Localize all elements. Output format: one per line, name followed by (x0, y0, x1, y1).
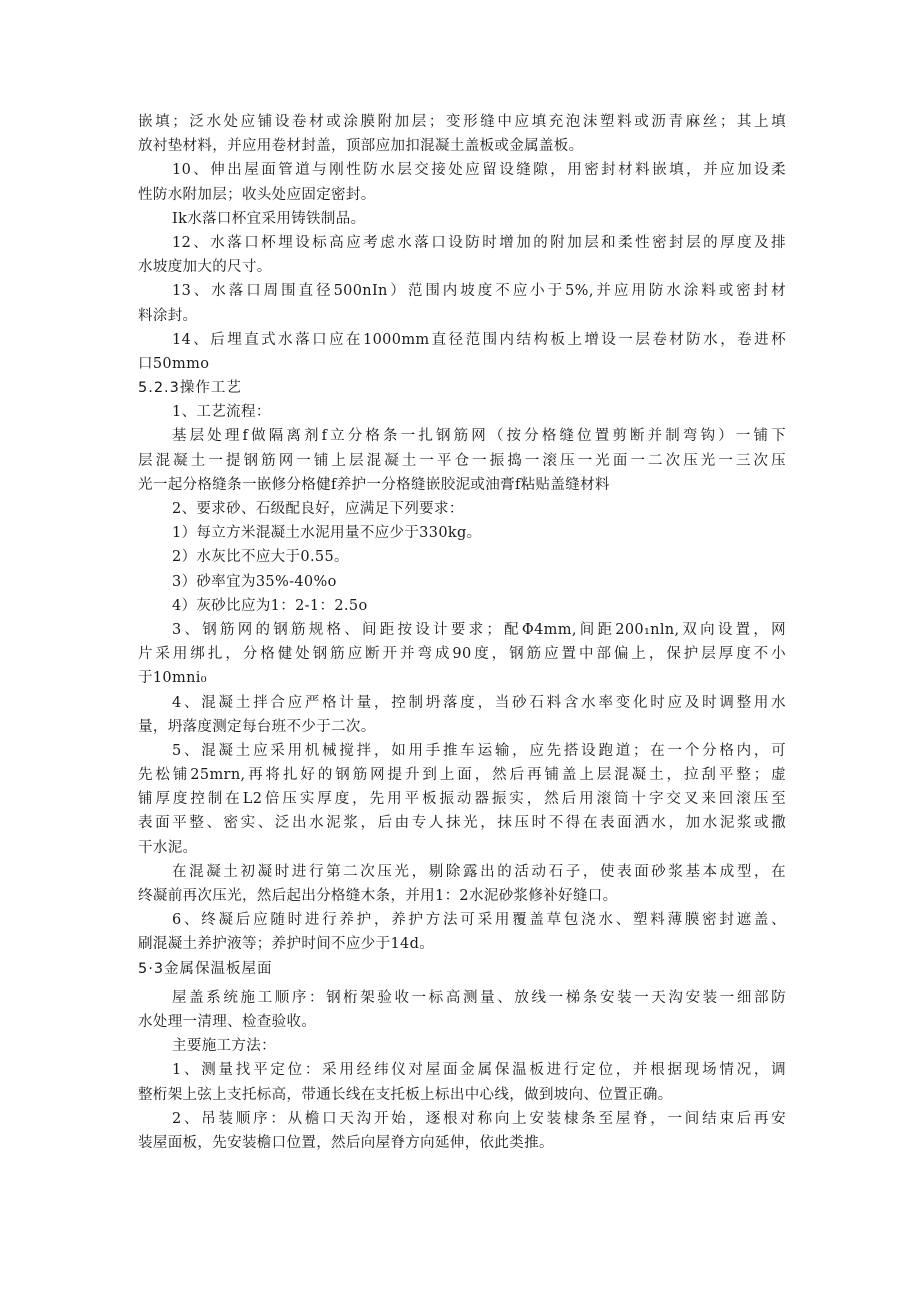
list-item: 2）水灰比不应大于0.55。 (172, 549, 349, 566)
paragraph-line: 5、混凝土应采用机械搅拌，如用手推车运输，应先搭设跑道；在一个分格内，可 (172, 742, 786, 759)
list-item: 3）砂率宜为35%-40%o (172, 573, 337, 590)
paragraph-line: 干水泥。 (138, 839, 198, 856)
paragraph-line: 口50mmo (138, 355, 210, 372)
paragraph-line: 终凝前再次压光，然后起出分格缝木条，并用1：2水泥砂浆修补好缝口。 (138, 888, 618, 904)
paragraph-line: 10、伸出屋面管道与刚性防水层交接处应留设缝隙，用密封材料嵌填，并应加设柔 (172, 162, 786, 179)
paragraph-line: 装屋面板，先安装檐口位置，然后向屋脊方向延伸，依此类推。 (138, 1134, 554, 1151)
paragraph-line: 2、要求砂、石级配良好，应满足下列要求： (172, 501, 464, 517)
paragraph-line: 基层处理f做隔离剂f立分格条一扎钢筋网（按分格缝位置剪断并制弯钩）一铺下 (172, 428, 786, 445)
list-item: 4）灰砂比应为1：2-1：2.5o (172, 597, 368, 614)
paragraph-line: 料涂封。 (138, 307, 198, 324)
paragraph-line: Ik水落口杯宜采用铸铁制品。 (172, 210, 366, 227)
paragraph-line: 刷混凝土养护液等；养护时间不应少于14d。 (138, 936, 435, 953)
paragraph-line: 3、钢筋网的钢筋规格、间距按设计要求；配Φ4mm,间距200₁nln,双向设置，网 (172, 621, 786, 638)
paragraph-line: 量，坍落度测定每台班不少于二次。 (138, 718, 376, 735)
paragraph-line: 片采用绑扎，分格健处钢筋应断开并弯成90度，钢筋应置中部偏上，保护层厚度不小 (138, 646, 786, 663)
paragraph-line: 屋盖系统施工顺序：钢桁架验收一标高测量、放线一梯条安装一天沟安装一细部防 (172, 989, 786, 1006)
paragraph-line: 12、水落口杯埋设标高应考虑水落口设防时增加的附加层和柔性密封层的厚度及排 (172, 234, 786, 251)
list-item: 1）每立方米混凝土水泥用量不应少于330kg。 (172, 525, 482, 542)
paragraph-line: 性防水附加层；收头处应固定密封。 (138, 186, 376, 203)
section-heading-5-3: 5·3金属保温板屋面 (138, 960, 273, 977)
paragraph-line: 1、测量找平定位：采用经纬仪对屋面金属保温板进行定位，并根据现场情况，调 (172, 1062, 786, 1079)
paragraph-line: 13、水落口周围直径500nIn）范围内坡度不应小于5%,并应用防水涂料或密封材 (172, 283, 786, 300)
paragraph-line: 主要施工方法： (172, 1038, 276, 1055)
paragraph-line: 1、工艺流程： (172, 404, 271, 421)
paragraph-line: 14、后埋直式水落口应在1000mm直径范围内结构板上增设一层卷材防水，卷进杯 (172, 331, 786, 348)
section-heading-5-2-3: 5.2.3操作工艺 (138, 380, 242, 397)
paragraph-line: 层混凝土一提钢筋网一铺上层混凝土一平仓一振捣一滚压一光面一二次压光一三次压 (138, 452, 786, 469)
paragraph-line: 光一起分格缝条一嵌修分格健f养护一分格缝嵌胶泥或油膏f粘贴盖缝材料 (138, 476, 610, 493)
paragraph-line: 2、吊装顺序：从檐口天沟开始，逐根对称向上安装棣条至屋脊，一间结束后再安 (172, 1110, 786, 1127)
paragraph-line: 于10mni₀ (138, 670, 207, 687)
paragraph-line: 6、终凝后应随时进行养护，养护方法可采用覆盖草包浇水、塑料薄膜密封遮盖、 (172, 912, 786, 929)
document-body (138, 110, 786, 1155)
paragraph-line: 放衬垫材料，并应用卷材封盖，顶部应加扣混凝土盖板或金属盖板。 (138, 138, 584, 155)
paragraph-line: 表面平整、密实、泛出水泥浆，后由专人抹光，抹压时不得在表面洒水，加水泥浆或撒 (138, 815, 786, 832)
paragraph-line: 嵌填；泛水处应铺设卷材或涂膜附加层；变形缝中应填充泡沫塑料或沥青麻丝；其上填 (138, 114, 786, 130)
paragraph-line: 水坡度加大的尺寸。 (138, 259, 272, 276)
paragraph-line: 4、混凝土拌合应严格计量，控制坍落度，当砂石料含水率变化时应及时调整用水 (172, 694, 786, 711)
paragraph-line: 整桁架上弦上支托标高，带通长线在支托板上标出中心线，做到坡向、位置正确。 (138, 1086, 673, 1103)
paragraph-line: 水处理一清理、检查验收。 (138, 1013, 317, 1030)
paragraph-line: 在混凝土初凝时进行第二次压光，剔除露出的活动石子，使表面砂浆基本成型，在 (172, 863, 786, 880)
paragraph-line: 先松铺25mrn,再将扎好的钢筋网提升到上面，然后再铺盖上层混凝土，拉刮平整；虚 (138, 767, 786, 784)
paragraph-line: 铺厚度控制在L2倍压实厚度，先用平板振动器振实，然后用滚筒十字交叉来回滚压至 (138, 791, 786, 808)
